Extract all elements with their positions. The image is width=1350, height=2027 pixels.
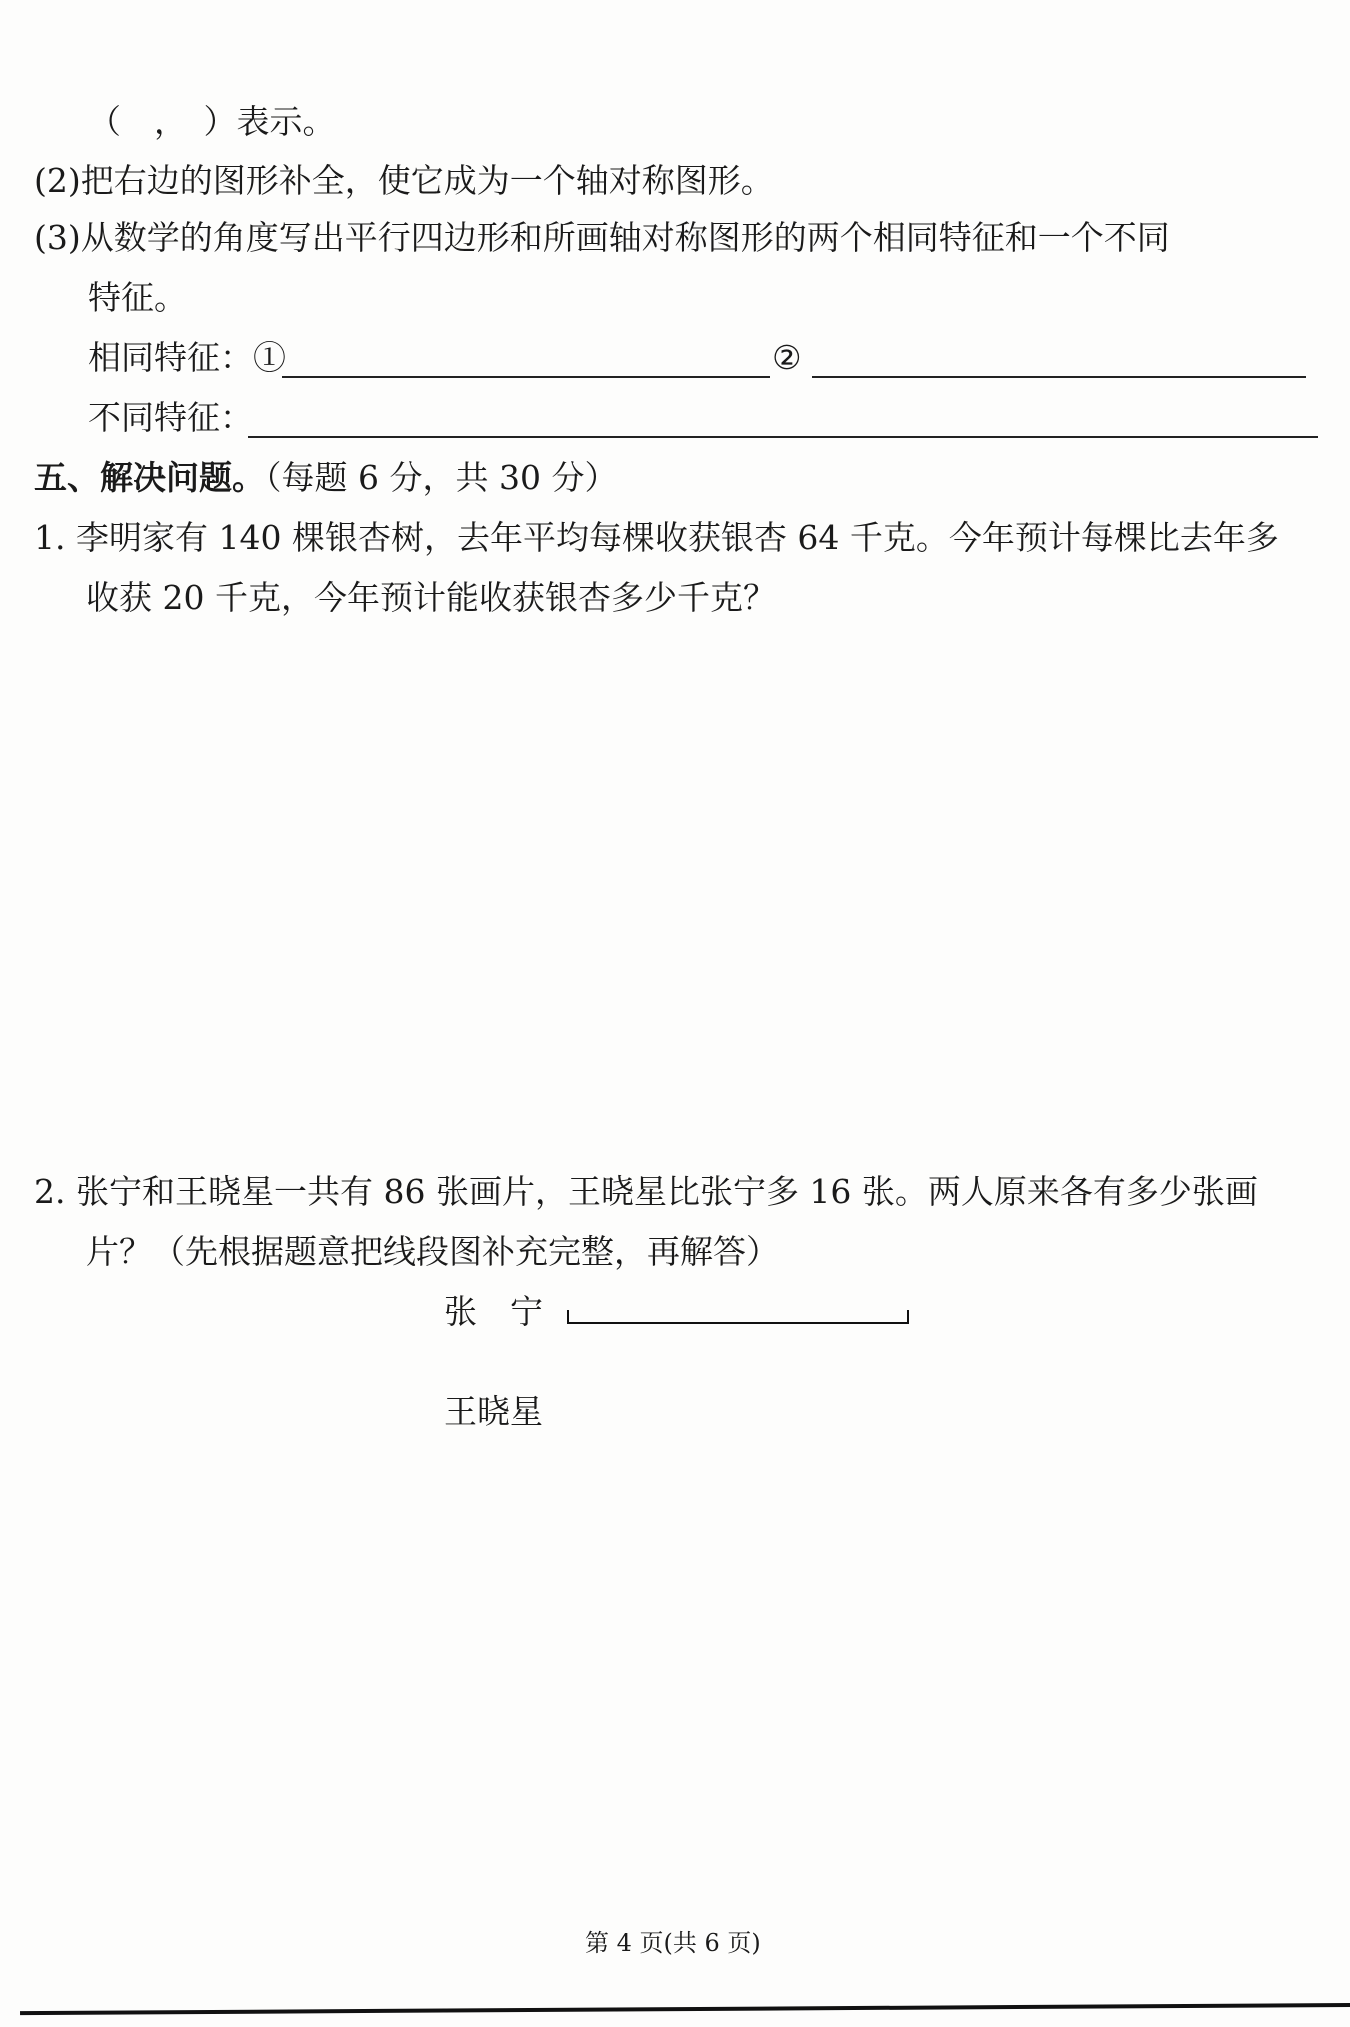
segment-zhang-ning-line bbox=[567, 1322, 909, 1324]
problem-1-line2: 收获 20 千克，今年预计能收获银杏多少千克？ bbox=[86, 578, 776, 617]
segment-label-zhang-ning: 张 宁 bbox=[444, 1292, 543, 1331]
different-feature-answer-blank[interactable] bbox=[248, 436, 1318, 438]
same-feature-label: 相同特征：① bbox=[88, 338, 286, 377]
question-3-text-line1: (3)从数学的角度写出平行四边形和所画轴对称图形的两个相同特征和一个不同 bbox=[34, 218, 1170, 257]
problem-1-answer-area[interactable] bbox=[34, 630, 1314, 1150]
question-2-text: (2)把右边的图形补全，使它成为一个轴对称图形。 bbox=[34, 161, 774, 200]
section-5-score-note: （每题 6 分，共 30 分） bbox=[265, 458, 618, 497]
section-5-heading bbox=[34, 458, 617, 498]
same-feature-answer-blank-1[interactable] bbox=[282, 376, 770, 378]
bottom-rule bbox=[20, 2003, 1350, 2015]
question-3-text-line2: 特征。 bbox=[88, 278, 187, 317]
page-number-footer: 第 4 页(共 6 页) bbox=[585, 1929, 761, 1957]
segment-label-wang-xiaoxing: 王晓星 bbox=[444, 1392, 543, 1431]
problem-2-line1: 2. 张宁和王晓星一共有 86 张画片，王晓星比张宁多 16 张。两人原来各有多少张画 bbox=[34, 1172, 1258, 1211]
segment-zhang-ning-right-tick bbox=[907, 1310, 909, 1324]
same-feature-label-2: ② bbox=[772, 338, 802, 377]
different-feature-label: 不同特征： bbox=[88, 398, 253, 437]
problem-2-answer-area[interactable] bbox=[34, 1460, 1314, 1920]
same-feature-answer-blank-2[interactable] bbox=[812, 376, 1306, 378]
prev-coordinate-line: （ ， ）表示。 bbox=[88, 102, 336, 141]
problem-1-line1: 1. 李明家有 140 棵银杏树，去年平均每棵收获银杏 64 千克。今年预计每棵比去年多 bbox=[34, 518, 1279, 557]
problem-2-line2: 片？（先根据题意把线段图补充完整，再解答） bbox=[86, 1232, 779, 1271]
section-5-title: 五、解决问题。 bbox=[34, 458, 265, 497]
segment-wang-xiaoxing-drawing-area[interactable] bbox=[567, 1380, 1267, 1440]
